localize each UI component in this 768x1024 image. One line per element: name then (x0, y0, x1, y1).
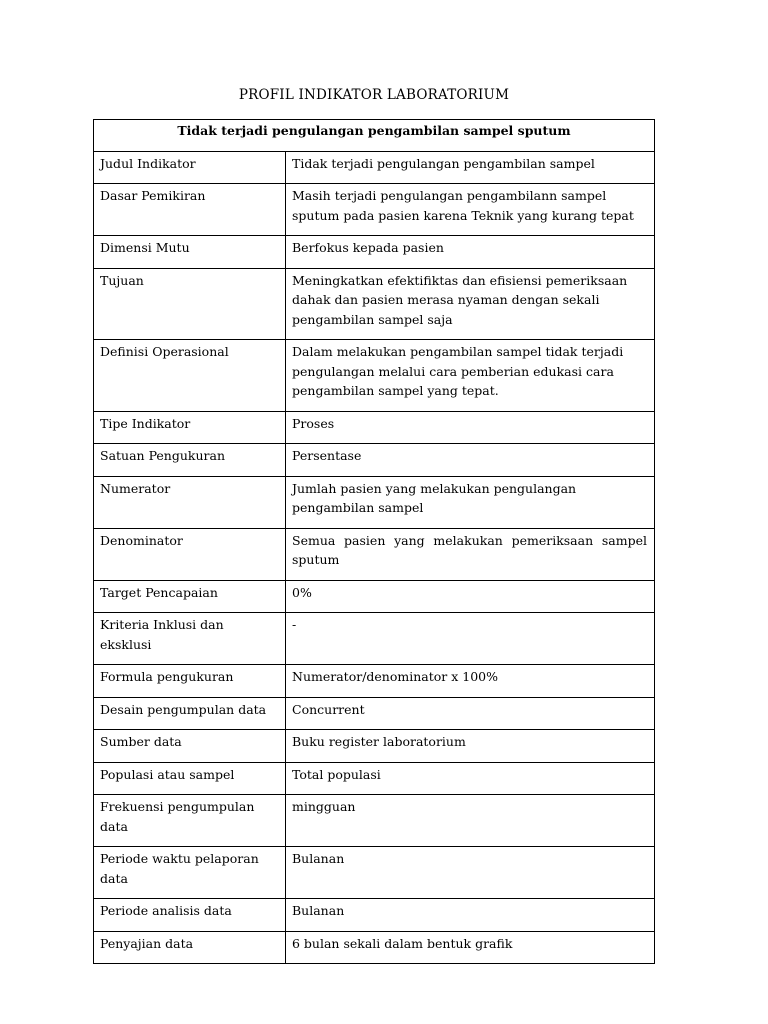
indicator-profile-table (93, 119, 655, 964)
row-label: Kriteria Inklusi dan eksklusi (94, 613, 286, 665)
table-row (94, 847, 655, 899)
table-row (94, 444, 655, 477)
table-heading-row (94, 120, 655, 152)
table-row (94, 613, 655, 665)
row-label: Frekuensi pengumpulan data (94, 795, 286, 847)
table-row (94, 528, 655, 580)
row-value: Buku register laboratorium (286, 730, 655, 763)
row-value: Numerator/denominator x 100% (286, 665, 655, 698)
table-row (94, 411, 655, 444)
table-row (94, 795, 655, 847)
row-label: Penyajian data (94, 931, 286, 964)
row-label: Target Pencapaian (94, 580, 286, 613)
row-value: Semua pasien yang melakukan pemeriksaan sampel sputum (286, 528, 655, 580)
row-label: Periode waktu pelaporan data (94, 847, 286, 899)
table-row (94, 730, 655, 763)
row-value: Bulanan (286, 847, 655, 899)
row-label: Tipe Indikator (94, 411, 286, 444)
row-label: Periode analisis data (94, 899, 286, 932)
table-row (94, 580, 655, 613)
row-label: Dimensi Mutu (94, 236, 286, 269)
document-title: PROFIL INDIKATOR LABORATORIUM (238, 87, 510, 103)
table-row (94, 899, 655, 932)
row-value: Proses (286, 411, 655, 444)
row-value: 6 bulan sekali dalam bentuk grafik (286, 931, 655, 964)
row-label: Populasi atau sampel (94, 762, 286, 795)
row-value: Jumlah pasien yang melakukan pengulangan pengambilan sampel (286, 476, 655, 528)
table-row (94, 665, 655, 698)
table-row (94, 340, 655, 412)
row-label: Numerator (94, 476, 286, 528)
row-value: Tidak terjadi pengulangan pengambilan sampel (286, 151, 655, 184)
table-row (94, 268, 655, 340)
row-value: Meningkatkan efektifiktas dan efisiensi pemeriksaan dahak dan pasien merasa nyaman dengan sekali pengambilan sampel saja (286, 268, 655, 340)
table-row (94, 151, 655, 184)
row-value: Berfokus kepada pasien (286, 236, 655, 269)
row-label: Denominator (94, 528, 286, 580)
row-label: Desain pengumpulan data (94, 697, 286, 730)
row-value: Bulanan (286, 899, 655, 932)
row-label: Satuan Pengukuran (94, 444, 286, 477)
table-row (94, 697, 655, 730)
row-value: Dalam melakukan pengambilan sampel tidak terjadi pengulangan melalui cara pemberian edukasi cara pengambilan sampel yang tepat. (286, 340, 655, 412)
table-row (94, 476, 655, 528)
row-value: 0% (286, 580, 655, 613)
row-label: Dasar Pemikiran (94, 184, 286, 236)
row-label: Tujuan (94, 268, 286, 340)
table-row (94, 236, 655, 269)
table-row (94, 762, 655, 795)
row-label: Definisi Operasional (94, 340, 286, 412)
row-label: Formula pengukuran (94, 665, 286, 698)
row-value: - (286, 613, 655, 665)
table-row (94, 931, 655, 964)
row-value: Masih terjadi pengulangan pengambilann sampel sputum pada pasien karena Teknik yang kurang tepat (286, 184, 655, 236)
table-heading: Tidak terjadi pengulangan pengambilan sampel sputum (94, 120, 655, 152)
row-value: mingguan (286, 795, 655, 847)
table-row (94, 184, 655, 236)
row-value: Concurrent (286, 697, 655, 730)
row-label: Judul Indikator (94, 151, 286, 184)
row-value: Total populasi (286, 762, 655, 795)
row-label: Sumber data (94, 730, 286, 763)
row-value: Persentase (286, 444, 655, 477)
